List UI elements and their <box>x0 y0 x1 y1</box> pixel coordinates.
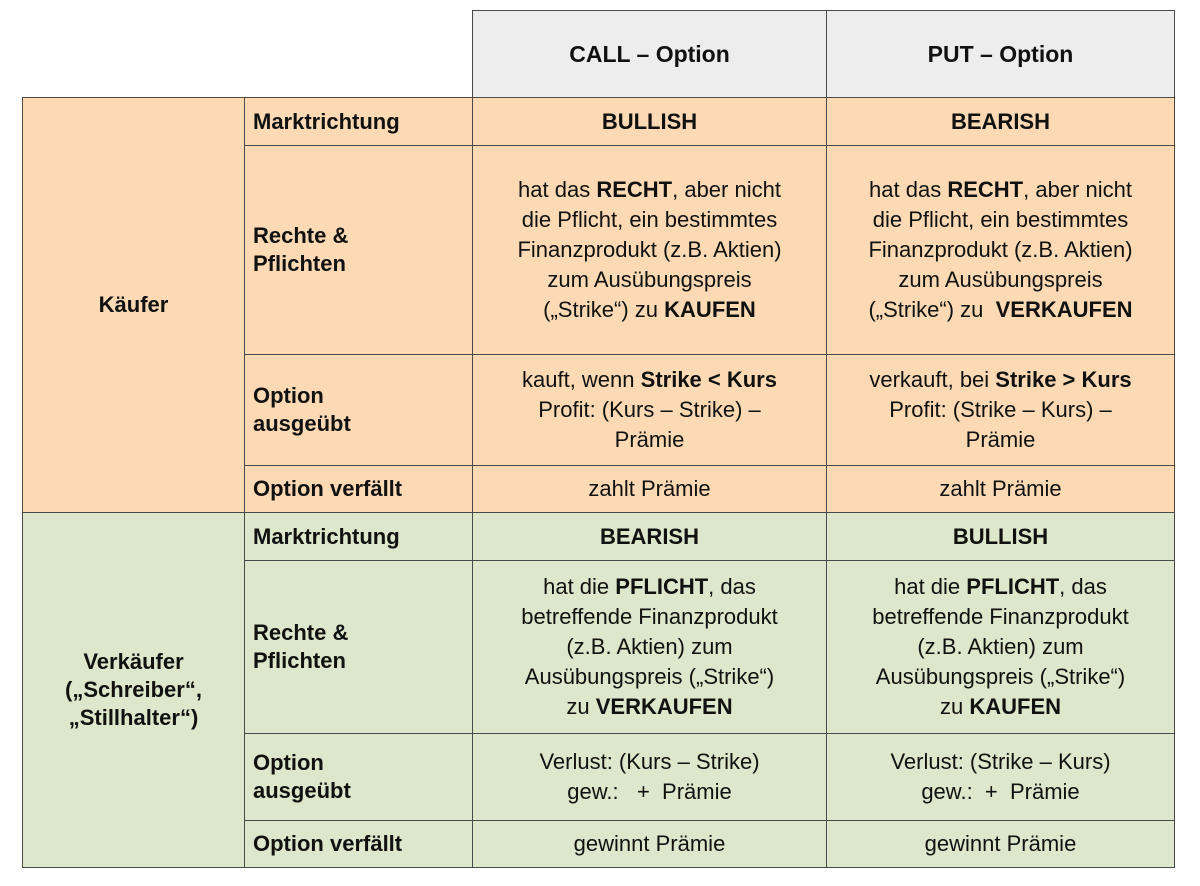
buyer-call-expires: zahlt Prämie <box>473 466 827 513</box>
column-header-put: PUT – Option <box>827 11 1175 98</box>
buyer-label: Käufer <box>98 292 169 317</box>
seller-put-rights: hat die PFLICHT, das betreffende Finanzprodukt (z.B. Aktien) zum Ausübungspreis („Strike“) zu KAUFEN <box>827 561 1175 734</box>
buyer-group-label <box>23 98 245 513</box>
buyer-put-market: BEARISH <box>827 98 1175 146</box>
seller-put-exercised: Verlust: (Strike – Kurs) gew.: + Prämie <box>827 734 1175 821</box>
seller-put-market: BULLISH <box>827 513 1175 561</box>
seller-put-expires: gewinnt Prämie <box>827 821 1175 868</box>
row-label-rights: Rechte & Pflichten <box>245 146 473 355</box>
seller-call-rights: hat die PFLICHT, das betreffende Finanzprodukt (z.B. Aktien) zum Ausübungspreis („Strike“) zu VERKAUFEN <box>473 561 827 734</box>
empty-corner <box>23 11 473 98</box>
seller-call-exercised: Verlust: (Kurs – Strike) gew.: + Prämie <box>473 734 827 821</box>
row-label-expires: Option verfällt <box>245 466 473 513</box>
seller-call-expires: gewinnt Prämie <box>473 821 827 868</box>
seller-group-label: Verkäufer („Schreiber“, „Stillhalter“) <box>23 513 245 868</box>
buyer-call-market: BULLISH <box>473 98 827 146</box>
buyer-put-rights: hat das RECHT, aber nicht die Pflicht, ein bestimmtes Finanzprodukt (z.B. Aktien) zum Ausübungspreis („Strike“) zu VERKAUFEN <box>827 146 1175 355</box>
row-label-expires: Option verfällt <box>245 821 473 868</box>
buyer-call-exercised: kauft, wenn Strike < Kurs Profit: (Kurs – Strike) – Prämie <box>473 355 827 466</box>
buyer-market-row <box>23 98 1175 146</box>
row-label-exercised: Option ausgeübt <box>245 355 473 466</box>
column-header-call: CALL – Option <box>473 11 827 98</box>
seller-call-market: BEARISH <box>473 513 827 561</box>
buyer-put-exercised: verkauft, bei Strike > Kurs Profit: (Strike – Kurs) – Prämie <box>827 355 1175 466</box>
buyer-call-rights: hat das RECHT, aber nicht die Pflicht, ein bestimmtes Finanzprodukt (z.B. Aktien) zum Ausübungspreis („Strike“) zu KAUFEN <box>473 146 827 355</box>
header-row <box>23 11 1175 98</box>
row-label-rights: Rechte & Pflichten <box>245 561 473 734</box>
options-comparison-table <box>22 10 1175 868</box>
row-label-exercised: Option ausgeübt <box>245 734 473 821</box>
row-label-market: Marktrichtung <box>245 98 473 146</box>
seller-market-row <box>23 513 1175 561</box>
buyer-put-expires: zahlt Prämie <box>827 466 1175 513</box>
row-label-market: Marktrichtung <box>245 513 473 561</box>
